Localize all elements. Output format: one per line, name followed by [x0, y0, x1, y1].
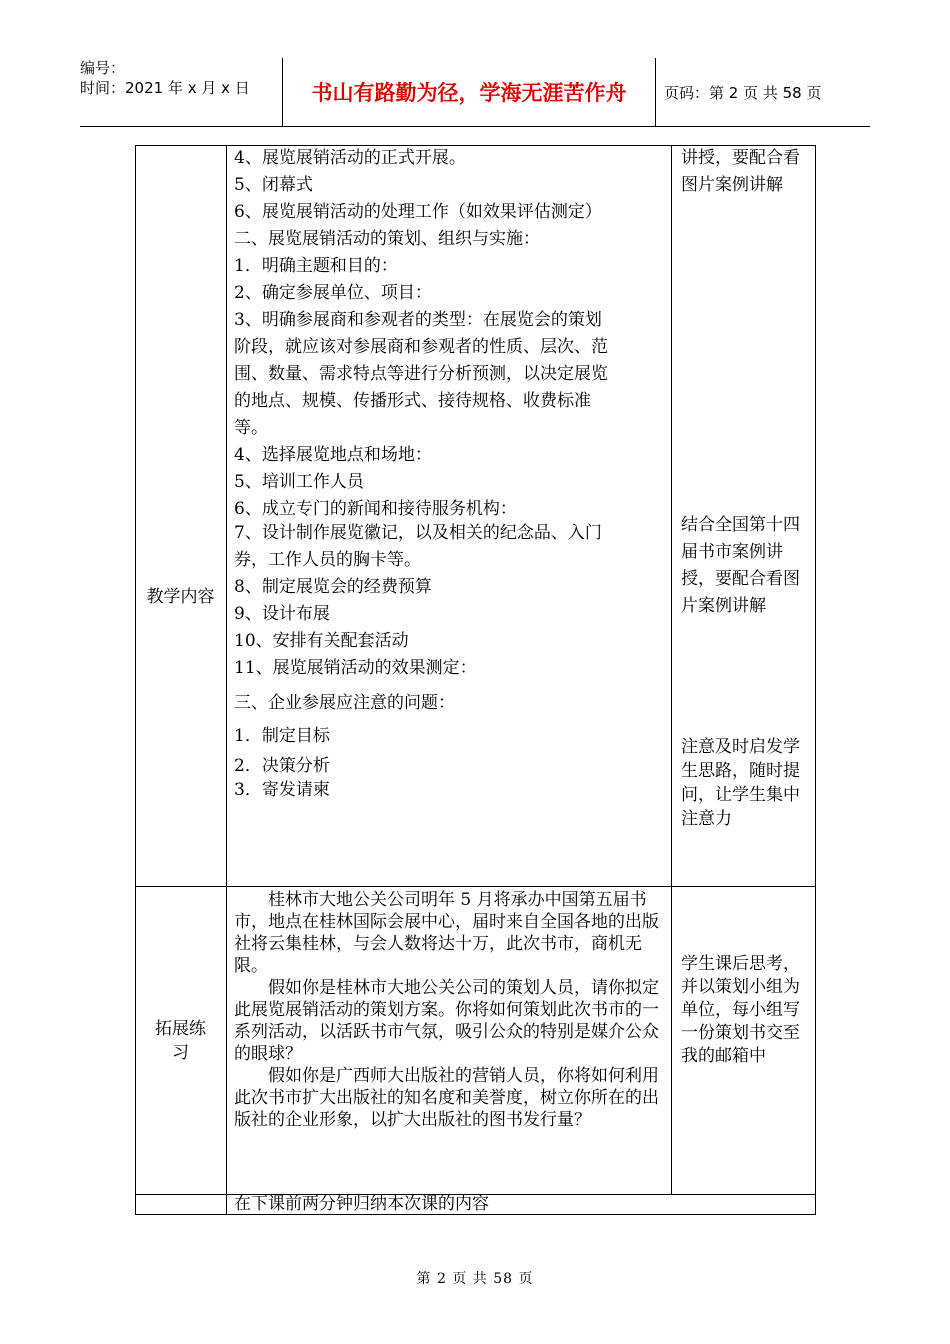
row-label-practice: 拓展练习: [155, 1019, 206, 1063]
content-line: 3．寄发请柬: [234, 780, 330, 800]
content-line: 1．明确主题和目的：: [234, 256, 398, 276]
header-divider: [80, 126, 870, 127]
summary-text: 在下课前两分钟归纳本次课的内容: [234, 1194, 489, 1214]
lesson-table: [135, 145, 816, 1215]
content-line: 5、培训工作人员: [234, 472, 364, 492]
content-line: 7、设计制作展览徽记，以及相关的纪念品、入门: [234, 523, 602, 543]
teaching-note-2: 结合全国第十四届书市案例讲授，要配合看图片案例讲解: [681, 515, 800, 616]
doc-number-label: 编号：: [80, 59, 126, 77]
content-line: 阶段，就应该对参展商和参观者的性质、层次、范: [234, 337, 608, 357]
content-line: 2、确定参展单位、项目：: [234, 283, 432, 303]
practice-paragraph: 假如你是桂林市大地公关公司的策划人员，请你拟定此展览展销活动的策划方案。你将如何策划此次书市的一系列活动，以活跃书市气氛，吸引公众的特别是媒介公众的眼球？: [234, 978, 659, 1064]
content-line: 4、展览展销活动的正式开展。: [234, 148, 466, 168]
teaching-note-1: 讲授，要配合看图片案例讲解: [681, 148, 800, 195]
content-line: 6、成立专门的新闻和接待服务机构：: [234, 499, 517, 519]
content-line: 9、设计布展: [234, 604, 330, 624]
content-line: 围、数量、需求特点等进行分析预测，以决定展览: [234, 364, 608, 384]
header-meta: [80, 58, 282, 126]
table-col-divider-2: [671, 145, 672, 1195]
document-header: [80, 58, 870, 126]
content-line: 券，工作人员的胸卡等。: [234, 550, 421, 570]
doc-time-label: 时间：2021 年 x 月 x 日: [80, 79, 250, 97]
content-line: 10、安排有关配套活动: [234, 631, 409, 651]
content-line: 5、闭幕式: [234, 175, 313, 195]
content-line: 1．制定目标: [234, 726, 330, 746]
content-line: 的地点、规模、传播形式、接待规格、收费标准: [234, 391, 591, 411]
content-line: 8、制定展览会的经费预算: [234, 577, 432, 597]
header-motto: 书山有路勤为径，学海无涯苦作舟: [282, 58, 656, 126]
content-line: 三、企业参展应注意的问题：: [234, 693, 455, 713]
header-page-info: 页码：第 2 页 共 58 页: [664, 83, 822, 102]
content-line: 等。: [234, 418, 268, 438]
row-label-teaching: 教学内容: [146, 587, 215, 607]
practice-paragraph: 假如你是广西师大出版社的营销人员，你将如何利用此次书市扩大出版社的知名度和美誉度，树立你所在的出版社的企业形象，以扩大出版社的图书发行量？: [234, 1066, 659, 1130]
content-line: 2．决策分析: [234, 756, 330, 776]
content-line: 3、明确参展商和参观者的类型：在展览会的策划: [234, 310, 602, 330]
table-row-divider-1: [135, 886, 816, 887]
practice-content: [234, 889, 666, 1131]
table-col-divider-1: [226, 145, 227, 1215]
page-footer: 第 2 页 共 58 页: [416, 1271, 534, 1287]
content-line: 11、展览展销活动的效果测定：: [234, 658, 477, 678]
content-line: 二、展览展销活动的策划、组织与实施：: [234, 229, 540, 249]
teaching-note-3: 注意及时启发学生思路，随时提问，让学生集中注意力: [681, 737, 800, 829]
practice-note: 学生课后思考，并以策划小组为单位，每小组写一份策划书交至我的邮箱中: [681, 954, 800, 1066]
table-border-right: [815, 145, 816, 1215]
content-line: 4、选择展览地点和场地：: [234, 445, 432, 465]
content-line: 6、展览展销活动的处理工作（如效果评估测定）: [234, 202, 602, 222]
practice-paragraph: 桂林市大地公关公司明年 5 月将承办中国第五届书市，地点在桂林国际会展中心，届时来自全国各地的出版社将云集桂林，与会人数将达十万，此次书市，商机无限。: [234, 890, 659, 976]
teaching-content: [234, 145, 666, 801]
